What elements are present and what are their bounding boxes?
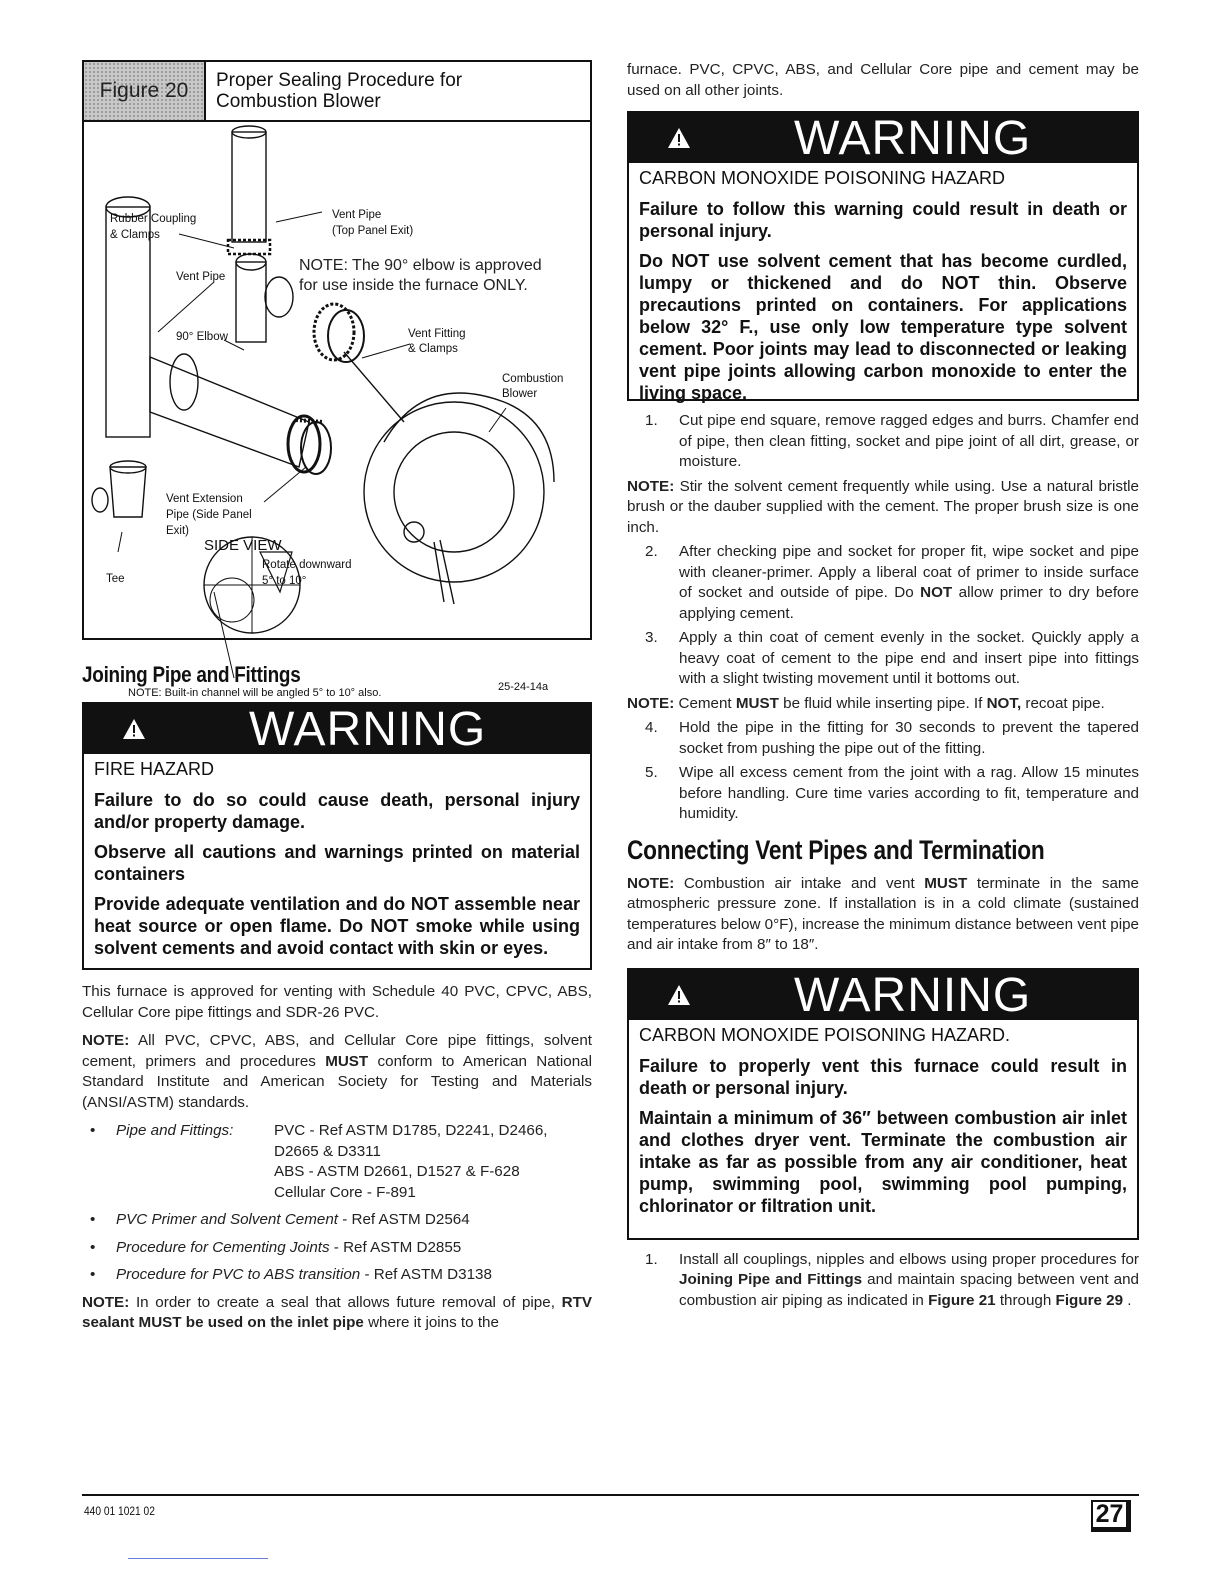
list-item-label: Procedure for Cementing Joints xyxy=(116,1238,330,1256)
warning-hazard: FIRE HAZARD xyxy=(94,759,215,779)
heading-joining-pipe: Joining Pipe and Fittings xyxy=(82,662,301,687)
step-text: . xyxy=(1123,1291,1132,1309)
elbow xyxy=(236,262,266,342)
label-vent-pipe-top: Vent Pipe xyxy=(332,209,382,221)
label-rubber-coupling: Rubber Coupling xyxy=(110,213,197,225)
list-item-text: ABS - ASTM D2661, D1527 & F-628 xyxy=(274,1163,520,1180)
step-number: 5. xyxy=(645,764,658,781)
figure-tag: Figure 20 xyxy=(84,62,206,120)
note-label: NOTE: xyxy=(82,1032,130,1049)
label-vent-ext: Vent Extension xyxy=(166,493,243,505)
note-text: Cement xyxy=(674,694,736,712)
warning-text: Provide adequate ventilation and do NOT assemble near heat source or open flame. Do NOT smoke while using solvent cements and avoid contact with skin or eyes. xyxy=(94,894,580,958)
list-item-text: - Ref ASTM D2564 xyxy=(338,1211,470,1228)
label-rubber-coupling-2: & Clamps xyxy=(110,229,160,241)
label-blower: Blower xyxy=(502,388,538,400)
list-item-label: • Pipe and Fittings: xyxy=(116,1122,234,1139)
label-side-view: SIDE VIEW xyxy=(204,537,282,554)
warning-text: Observe all cautions and warnings printed on material containers xyxy=(94,842,580,884)
label-combustion: Combustion xyxy=(502,373,564,385)
cement-steps-a xyxy=(627,411,1139,473)
note-elbow-line1: NOTE: The 90° elbow is approved xyxy=(299,257,542,274)
list-item xyxy=(82,1210,592,1231)
label-vent-pipe-top-2: (Top Panel Exit) xyxy=(332,225,414,237)
warning-triangle-icon xyxy=(667,984,691,1006)
note-emphasis: MUST xyxy=(325,1052,369,1070)
label-bottom-note: NOTE: Built-in channel will be angled 5° to 10° also. xyxy=(128,687,382,699)
list-item-label: PVC Primer and Solvent Cement xyxy=(116,1211,338,1228)
note-text: terminate in the same atmospheric pressure zone. If installation is in a cold climate (sustained temperatures below 0°F), increase the minimum distance between vent pipe and air intake from 8″ to 18″. xyxy=(627,874,1139,953)
label-vent-pipe-left: Vent Pipe xyxy=(176,271,226,283)
step-emphasis: Figure 21 xyxy=(928,1291,996,1309)
vent-extension-pipe xyxy=(150,357,309,467)
list-item xyxy=(82,1265,592,1286)
note-emphasis: RTV sealant MUST be used on the inlet pipe xyxy=(82,1293,592,1331)
note-text: recoat pipe. xyxy=(1021,694,1105,712)
figure-header xyxy=(84,62,590,122)
page-number: 27 xyxy=(1091,1500,1131,1532)
note-elbow-line2: for use inside the furnace ONLY. xyxy=(299,277,528,294)
vertical-vent-pipe xyxy=(106,207,150,437)
step-number: 2. xyxy=(645,543,658,560)
step-number: 3. xyxy=(645,629,658,646)
note-text: Combustion air intake and vent xyxy=(674,874,925,892)
cement-steps-b xyxy=(627,542,1139,690)
list-item-text: PVC - Ref ASTM D1785, D2241, D2466, xyxy=(274,1122,548,1139)
figure-title xyxy=(206,62,462,120)
note-pressure-zone xyxy=(627,874,1139,956)
warning-body xyxy=(629,163,1137,410)
label-figure-code: 25-24-14a xyxy=(498,681,549,693)
warning-text: Failure to follow this warning could result in death or personal injury. xyxy=(639,199,1127,241)
note-label: NOTE: xyxy=(627,874,675,892)
list-item xyxy=(627,763,1139,825)
list-item xyxy=(627,411,1139,473)
vent-steps xyxy=(627,1250,1139,1312)
warning-fire-hazard xyxy=(82,702,592,970)
note-stir-cement xyxy=(627,477,1139,539)
step-text: Install all couplings, nipples and elbows using proper procedures for xyxy=(679,1250,1139,1268)
note-ansi-astm xyxy=(82,1031,592,1113)
label-vent-fitting: Vent Fitting xyxy=(408,328,466,340)
warning-band xyxy=(629,113,1137,163)
warning-band xyxy=(84,704,590,754)
list-item-label: Procedure for PVC to ABS transition xyxy=(116,1266,361,1283)
note-label: NOTE: xyxy=(627,694,675,712)
step-emphasis: Figure 29 xyxy=(1055,1291,1124,1309)
step-text: Hold the pipe in the fitting for 30 seconds to prevent the tapered socket from pushing the pipe out of the fitting. xyxy=(679,719,1139,757)
right-column xyxy=(627,60,1139,1315)
note-text: conform to American National Standard Institute and American Society for Testing and Materials (ANSI/ASTM) standards. xyxy=(82,1052,592,1111)
warning-text: Do NOT use solvent cement that has become curdled, lumpy or thickened and do NOT thin. Observe precautions printed on containers. For applications below 32° F., use only low temperature type solvent cement. Poor joints may lead to disconnected or leaking vent pipe joints allowing carbon monoxide to enter the living space. xyxy=(639,251,1127,403)
label-vent-ext-2: Pipe (Side Panel xyxy=(166,509,252,521)
list-item xyxy=(82,1121,592,1203)
note-cement-fluid xyxy=(627,694,1139,715)
warning-co-solvent xyxy=(627,111,1139,401)
tee-fitting xyxy=(110,467,146,517)
label-vent-fitting-2: & Clamps xyxy=(408,343,458,355)
warning-triangle-icon xyxy=(122,718,146,740)
step-text: through xyxy=(995,1291,1056,1309)
warning-title: WARNING xyxy=(249,703,487,756)
step-number: 1. xyxy=(645,1250,658,1268)
list-item xyxy=(627,628,1139,690)
step-number: 1. xyxy=(645,412,658,429)
footer-rule xyxy=(82,1494,1139,1496)
list-item-text: - Ref ASTM D2855 xyxy=(329,1238,462,1256)
warning-co-venting xyxy=(627,968,1139,1240)
step-text: and maintain spacing between vent and combustion air piping as indicated in xyxy=(679,1271,1139,1309)
warning-body xyxy=(84,754,590,965)
label-tee: Tee xyxy=(106,573,125,585)
note-label: NOTE: xyxy=(627,477,675,495)
cement-steps-c xyxy=(627,718,1139,825)
list-item xyxy=(82,1238,592,1259)
warning-text: Maintain a minimum of 36″ between combustion air inlet and clothes dryer vent. Terminate the combustion air intake as far as possible from any air conditioner, heat pump, swimming pool, swimming pool pumping, chlorinator or filtration unit. xyxy=(639,1107,1127,1216)
combustion-blower xyxy=(364,402,544,582)
note-text: In order to create a seal that allows future removal of pipe, xyxy=(129,1293,562,1311)
warning-band xyxy=(629,970,1137,1020)
heading-connecting-vent: Connecting Vent Pipes and Termination xyxy=(627,834,1045,865)
paragraph-other-joints: furnace. PVC, CPVC, ABS, and Cellular Core pipe and cement may be used on all other joints. xyxy=(627,61,1139,99)
list-item-text: Cellular Core - F-891 xyxy=(274,1183,416,1201)
warning-hazard: CARBON MONOXIDE POISONING HAZARD xyxy=(639,168,1006,188)
step-text: Wipe all excess cement from the joint with a rag. Allow 15 minutes before handling. Cure time varies according to fit, temperature and humidity. xyxy=(679,764,1139,822)
fittings-values xyxy=(274,1121,592,1203)
label-elbow: 90° Elbow xyxy=(176,331,228,343)
step-emphasis: NOT xyxy=(920,584,953,601)
list-item xyxy=(627,718,1139,759)
warning-title: WARNING xyxy=(794,968,1032,1022)
note-emphasis: NOT, xyxy=(986,694,1022,712)
list-item xyxy=(627,542,1139,624)
warning-body xyxy=(629,1020,1137,1223)
paragraph-approved-venting: This furnace is approved for venting with Schedule 40 PVC, CPVC, ABS, Cellular Core pipe fittings and SDR-26 PVC. xyxy=(82,983,592,1021)
warning-triangle-icon xyxy=(667,127,691,149)
label-rotate-2: 5° to 10° xyxy=(262,575,307,587)
standards-list xyxy=(82,1121,592,1286)
list-item-text: D2665 & D3311 xyxy=(274,1142,381,1160)
note-emphasis: MUST xyxy=(924,874,968,892)
note-text: Stir the solvent cement frequently while using. Use a natural bristle brush or the dauber supplied with the cement. The proper brush size is one inch. xyxy=(627,477,1139,536)
step-text: Cut pipe end square, remove ragged edges and burrs. Chamfer end of pipe, then clean fitting, socket and pipe joint of all dirt, grease, or moisture. xyxy=(679,412,1139,470)
step-emphasis: Joining Pipe and Fittings xyxy=(679,1271,863,1288)
warning-text: Failure to properly vent this furnace could result in death or personal injury. xyxy=(639,1055,1127,1098)
top-vent-pipe xyxy=(232,132,266,242)
figure-title-line: Combustion Blower xyxy=(216,91,381,112)
note-rtv-sealant xyxy=(82,1293,592,1334)
warning-title: WARNING xyxy=(794,112,1032,165)
note-text: All PVC, CPVC, ABS, and Cellular Core pipe fittings, solvent cement, primers and procedures xyxy=(82,1032,592,1070)
warning-text: Failure to do so could cause death, personal injury and/or property damage. xyxy=(94,790,580,832)
note-text: where it joins to the xyxy=(363,1314,499,1331)
note-text: be fluid while inserting pipe. If xyxy=(778,694,987,712)
label-rotate: Rotate downward xyxy=(262,559,352,571)
step-text: Apply a thin coat of cement evenly in the socket. Quickly apply a heavy coat of cement to the pipe end and insert pipe into fittings with a slight twisting movement until it bottoms out. xyxy=(679,629,1139,687)
fittings-grid xyxy=(116,1121,592,1203)
left-column xyxy=(82,60,592,1334)
link-underline xyxy=(128,1558,268,1559)
step-text: allow primer to dry before applying cement. xyxy=(679,584,1139,622)
list-item xyxy=(627,1250,1139,1312)
step-number: 4. xyxy=(645,719,658,736)
note-label: NOTE: xyxy=(82,1293,130,1311)
note-emphasis: MUST xyxy=(735,694,779,712)
label-vent-ext-3: Exit) xyxy=(166,525,189,537)
warning-hazard: CARBON MONOXIDE POISONING HAZARD. xyxy=(639,1024,1011,1045)
figure-title-line: Proper Sealing Procedure for xyxy=(216,70,463,91)
document-code: 440 01 1021 02 xyxy=(84,1504,155,1518)
list-item-text: - Ref ASTM D3138 xyxy=(360,1266,492,1283)
step-text: After checking pipe and socket for proper fit, wipe socket and pipe with cleaner-primer. Apply a liberal coat of primer to inside surface of socket and outside of pipe. Do xyxy=(679,543,1139,601)
